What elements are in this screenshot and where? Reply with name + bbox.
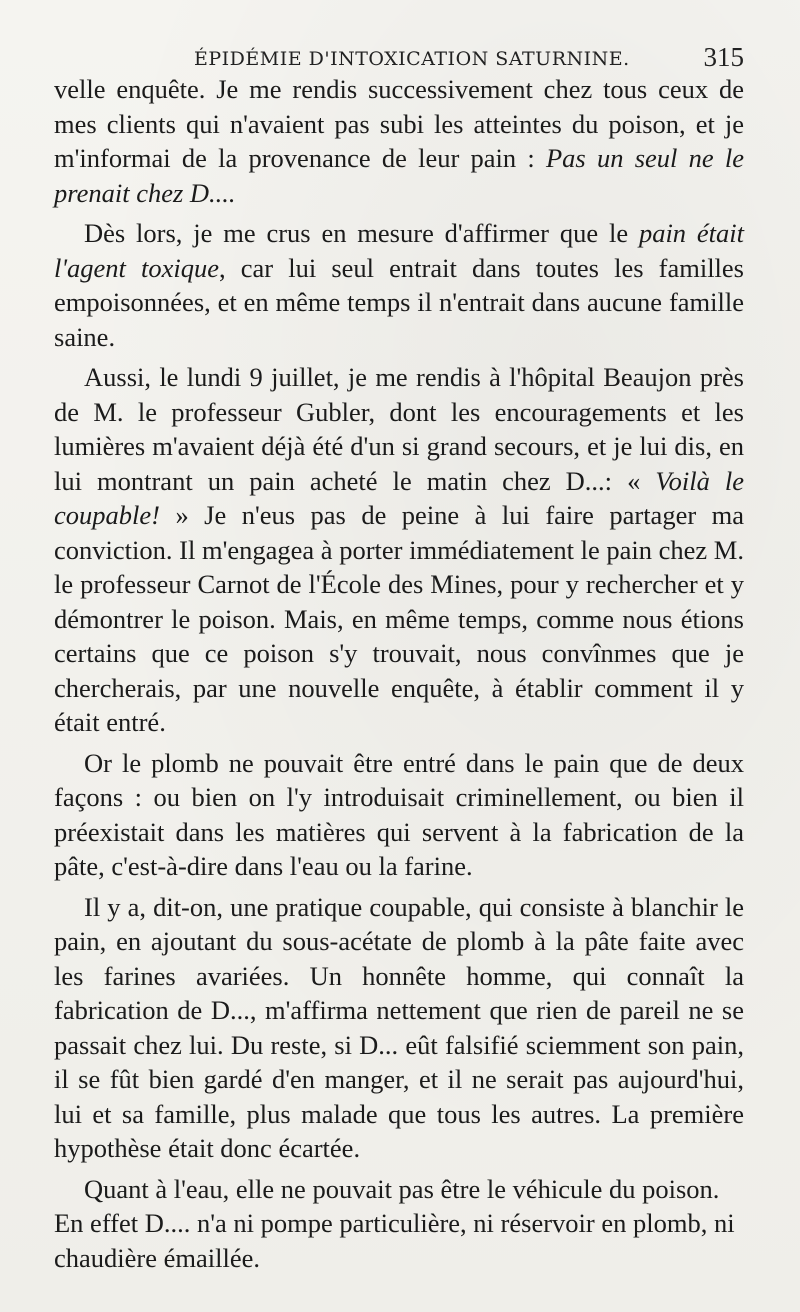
paragraph-1 [54,72,744,210]
paragraph-4 [54,746,744,884]
paragraph-3 [54,360,744,740]
paragraph-5 [54,890,744,1166]
text-run: Quant à l'eau, elle ne pouvait pas être le véhicule du poison. En effet D.... n'a ni pompe particulière, ni réservoir en plomb, ni chaudière émaillée. [54,1173,735,1273]
text-run: Dès lors, je me crus en mesure d'affirmer que le [84,218,639,248]
text-run: » Je n'eus pas de peine à lui faire partager ma conviction. Il m'engagea à porter immédiatement le pain chez M. le professeur Carnot de l'École des Mines, pour y rechercher et y démontrer le poison. Mais, en même temps, comme nous étions certains que ce poison s'y trouvait, nous convînmes que je chercherais, par une nouvelle enquête, à établir comment il y était entré. [54,500,744,737]
text-run: Il y a, dit-on, une pratique coupable, qui consiste à blanchir le pain, en ajoutant du sous-acétate de plomb à la pâte faite avec les farines avariées. Un honnête homme, qui connaît la fabrication de D..., m'affirma nettement que rien de pareil ne se passait chez lui. Du reste, si D... eût falsifié sciemment son pain, il se fût bien gardé d'en manger, et il ne serait pas aujourd'hui, lui et sa famille, plus malade que tous les autres. La première hypothèse était donc écartée. [54,891,744,1163]
paragraph-6 [54,1172,744,1276]
italic-run: pain était l'agent toxique [54,218,744,283]
paragraph-2 [54,216,744,354]
page-number: 315 [703,42,744,72]
running-title: ÉPIDÉMIE D'INTOXICATION SATURNINE. [194,48,630,70]
italic-run: Voilà le coupable! [54,465,744,530]
text-run: velle enquête. Je me rendis successivement chez tous ceux de mes clients qui n'avaient pas subi les atteintes du poison, et je m'informai de la provenance de leur pain : [54,74,744,173]
body-text [54,72,744,1281]
text-run: Or le plomb ne pouvait être entré dans le pain que de deux façons : ou bien on l'y introduisait criminellement, ou bien il préexistait dans les matières qui servent à la fabrication de la pâte, c'est-à-dire dans l'eau ou la farine. [54,747,744,881]
text-run: Aussi, le lundi 9 juillet, je me rendis à l'hôpital Beaujon près de M. le professeur Gubler, dont les encouragements et les lumières m'avaient déjà été d'un si grand secours, et je lui dis, en lui montrant un pain acheté le matin chez D...: « [54,362,744,496]
italic-run: Pas un seul ne le prenait chez D.... [54,143,745,208]
text-run: , car lui seul entrait dans toutes les familles empoisonnées, et en même temps il n'entrait dans aucune famille saine. [54,252,744,352]
